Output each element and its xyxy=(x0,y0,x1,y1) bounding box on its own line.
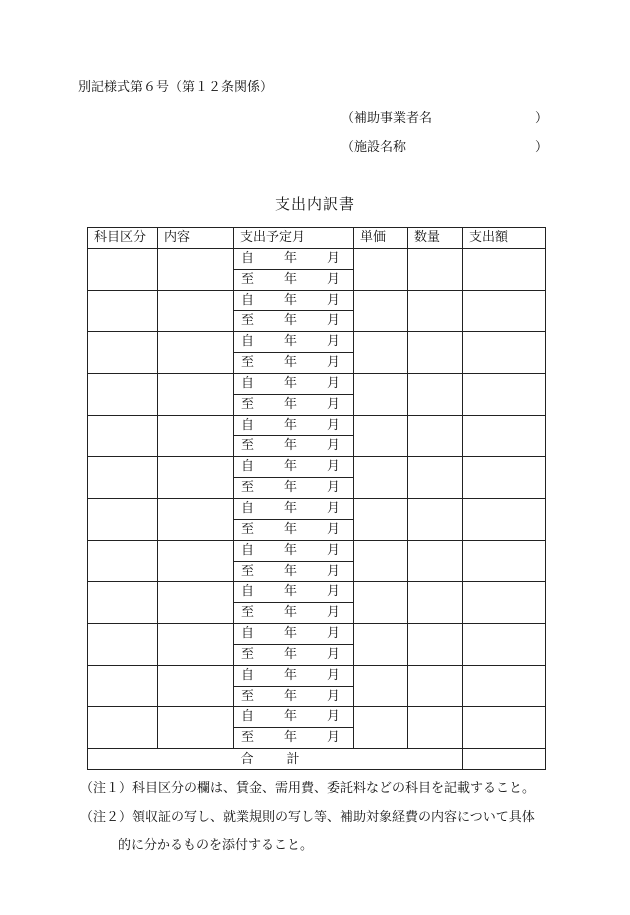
quantity-cell[interactable] xyxy=(408,707,463,749)
month-label: 月 xyxy=(327,334,341,350)
unit-price-cell[interactable] xyxy=(354,707,408,749)
date-from-cell[interactable] xyxy=(234,332,354,353)
content-cell[interactable] xyxy=(158,373,234,415)
date-from-cell[interactable] xyxy=(234,457,354,478)
date-prefix: 至 xyxy=(241,688,255,704)
month-label: 月 xyxy=(327,646,341,662)
date-prefix: 至 xyxy=(241,313,255,329)
unit-price-cell[interactable] xyxy=(354,248,408,290)
date-to-cell[interactable] xyxy=(234,311,354,332)
date-to-cell[interactable] xyxy=(234,519,354,540)
table-row xyxy=(88,707,546,728)
header-amount: 支出額 xyxy=(463,228,546,249)
month-label: 月 xyxy=(327,605,341,621)
quantity-cell[interactable] xyxy=(408,248,463,290)
month-label: 月 xyxy=(327,730,341,746)
amount-cell[interactable] xyxy=(463,707,546,749)
amount-cell[interactable] xyxy=(463,624,546,666)
expenditure-breakdown-table xyxy=(87,227,546,770)
date-prefix: 自 xyxy=(241,667,255,683)
month-label: 月 xyxy=(327,563,341,579)
year-label: 年 xyxy=(284,396,298,412)
date-from-cell[interactable] xyxy=(234,373,354,394)
amount-cell[interactable] xyxy=(463,540,546,582)
subject-category-cell[interactable] xyxy=(88,582,158,624)
month-label: 月 xyxy=(327,584,341,600)
date-prefix: 至 xyxy=(241,355,255,371)
header-quantity: 数量 xyxy=(408,228,463,249)
table-row xyxy=(88,457,546,478)
date-prefix: 自 xyxy=(241,709,255,725)
content-cell[interactable] xyxy=(158,624,234,666)
unit-price-cell[interactable] xyxy=(354,498,408,540)
date-prefix: 至 xyxy=(241,605,255,621)
month-label: 月 xyxy=(327,417,341,433)
amount-cell[interactable] xyxy=(463,373,546,415)
year-label: 年 xyxy=(284,480,298,496)
month-label: 月 xyxy=(327,438,341,454)
amount-cell[interactable] xyxy=(463,665,546,707)
date-to-cell[interactable] xyxy=(234,686,354,707)
year-label: 年 xyxy=(284,688,298,704)
table-row xyxy=(88,415,546,436)
year-label: 年 xyxy=(284,584,298,600)
subject-category-cell[interactable] xyxy=(88,707,158,749)
applicant-close-paren: ） xyxy=(534,111,548,126)
quantity-cell[interactable] xyxy=(408,290,463,332)
table-row xyxy=(88,540,546,561)
date-to-cell[interactable] xyxy=(234,728,354,749)
subject-category-cell[interactable] xyxy=(88,415,158,457)
date-to-cell[interactable] xyxy=(234,269,354,290)
unit-price-cell[interactable] xyxy=(354,290,408,332)
content-cell[interactable] xyxy=(158,248,234,290)
table-row xyxy=(88,332,546,353)
facility-close-paren: ） xyxy=(534,140,548,155)
date-from-cell[interactable] xyxy=(234,498,354,519)
month-label: 月 xyxy=(327,396,341,412)
header-planned-month: 支出予定月 xyxy=(234,228,354,249)
content-cell[interactable] xyxy=(158,498,234,540)
year-label: 年 xyxy=(284,313,298,329)
date-prefix: 自 xyxy=(241,334,255,350)
year-label: 年 xyxy=(284,250,298,266)
quantity-cell[interactable] xyxy=(408,540,463,582)
unit-price-cell[interactable] xyxy=(354,540,408,582)
date-from-cell[interactable] xyxy=(234,415,354,436)
subject-category-cell[interactable] xyxy=(88,540,158,582)
year-label: 年 xyxy=(284,417,298,433)
date-prefix: 自 xyxy=(241,584,255,600)
quantity-cell[interactable] xyxy=(408,665,463,707)
subject-category-cell[interactable] xyxy=(88,373,158,415)
table-row xyxy=(88,373,546,394)
table-row xyxy=(88,290,546,311)
date-from-cell[interactable] xyxy=(234,248,354,269)
amount-cell[interactable] xyxy=(463,582,546,624)
content-cell[interactable] xyxy=(158,457,234,499)
year-label: 年 xyxy=(284,709,298,725)
month-label: 月 xyxy=(327,250,341,266)
year-label: 年 xyxy=(284,334,298,350)
subject-category-cell[interactable] xyxy=(88,290,158,332)
table-row xyxy=(88,624,546,645)
unit-price-cell[interactable] xyxy=(354,665,408,707)
form-number: 別記様式第６号（第１２条関係） xyxy=(78,80,274,95)
unit-price-cell[interactable] xyxy=(354,624,408,666)
month-label: 月 xyxy=(327,271,341,287)
year-label: 年 xyxy=(284,271,298,287)
date-prefix: 自 xyxy=(241,459,255,475)
year-label: 年 xyxy=(284,438,298,454)
year-label: 年 xyxy=(284,542,298,558)
amount-cell[interactable] xyxy=(463,332,546,374)
date-prefix: 自 xyxy=(241,292,255,308)
year-label: 年 xyxy=(284,459,298,475)
quantity-cell[interactable] xyxy=(408,498,463,540)
month-label: 月 xyxy=(327,688,341,704)
month-label: 月 xyxy=(327,355,341,371)
year-label: 年 xyxy=(284,375,298,391)
amount-cell[interactable] xyxy=(463,290,546,332)
year-label: 年 xyxy=(284,730,298,746)
total-row xyxy=(88,749,546,770)
month-label: 月 xyxy=(327,375,341,391)
unit-price-cell[interactable] xyxy=(354,373,408,415)
date-from-cell[interactable] xyxy=(234,707,354,728)
content-cell[interactable] xyxy=(158,540,234,582)
facility-name-label: （施設名称 xyxy=(341,140,407,155)
date-prefix: 自 xyxy=(241,375,255,391)
content-cell[interactable] xyxy=(158,332,234,374)
quantity-cell[interactable] xyxy=(408,624,463,666)
facility-name-line xyxy=(341,136,548,155)
date-to-cell[interactable] xyxy=(234,478,354,499)
unit-price-cell[interactable] xyxy=(354,582,408,624)
table-row xyxy=(88,582,546,603)
date-prefix: 至 xyxy=(241,438,255,454)
year-label: 年 xyxy=(284,626,298,642)
content-cell[interactable] xyxy=(158,290,234,332)
month-label: 月 xyxy=(327,667,341,683)
note-2-continued: 的に分かるものを添付すること。 xyxy=(118,838,314,853)
subject-category-cell[interactable] xyxy=(88,624,158,666)
subject-category-cell[interactable] xyxy=(88,457,158,499)
month-label: 月 xyxy=(327,459,341,475)
quantity-cell[interactable] xyxy=(408,457,463,499)
date-prefix: 至 xyxy=(241,480,255,496)
date-to-cell[interactable] xyxy=(234,603,354,624)
header-unit-price: 単価 xyxy=(354,228,408,249)
date-to-cell[interactable] xyxy=(234,436,354,457)
amount-cell[interactable] xyxy=(463,457,546,499)
year-label: 年 xyxy=(284,646,298,662)
year-label: 年 xyxy=(284,292,298,308)
table-row xyxy=(88,248,546,269)
amount-cell[interactable] xyxy=(463,498,546,540)
date-from-cell[interactable] xyxy=(234,665,354,686)
year-label: 年 xyxy=(284,500,298,516)
subject-category-cell[interactable] xyxy=(88,498,158,540)
applicant-name-line xyxy=(341,107,548,126)
year-label: 年 xyxy=(284,355,298,371)
total-label: 合 計 xyxy=(88,749,463,770)
date-prefix: 自 xyxy=(241,417,255,433)
subject-category-cell[interactable] xyxy=(88,332,158,374)
content-cell[interactable] xyxy=(158,582,234,624)
year-label: 年 xyxy=(284,521,298,537)
month-label: 月 xyxy=(327,292,341,308)
month-label: 月 xyxy=(327,709,341,725)
year-label: 年 xyxy=(284,667,298,683)
month-label: 月 xyxy=(327,626,341,642)
date-to-cell[interactable] xyxy=(234,353,354,374)
total-amount-cell[interactable] xyxy=(463,749,546,770)
quantity-cell[interactable] xyxy=(408,582,463,624)
date-prefix: 至 xyxy=(241,646,255,662)
table-header-row xyxy=(88,228,546,249)
date-prefix: 至 xyxy=(241,563,255,579)
table-row xyxy=(88,665,546,686)
month-label: 月 xyxy=(327,500,341,516)
amount-cell[interactable] xyxy=(463,415,546,457)
table-body xyxy=(88,248,546,748)
header-subject-category: 科目区分 xyxy=(88,228,158,249)
date-prefix: 至 xyxy=(241,730,255,746)
subject-category-cell[interactable] xyxy=(88,248,158,290)
note-1: （注１）科目区分の欄は、賃金、需用費、委託料などの科目を記載すること。 xyxy=(80,781,536,796)
date-from-cell[interactable] xyxy=(234,540,354,561)
document-title: 支出内訳書 xyxy=(274,195,355,213)
date-prefix: 自 xyxy=(241,626,255,642)
amount-cell[interactable] xyxy=(463,248,546,290)
subject-category-cell[interactable] xyxy=(88,665,158,707)
unit-price-cell[interactable] xyxy=(354,415,408,457)
date-from-cell[interactable] xyxy=(234,290,354,311)
quantity-cell[interactable] xyxy=(408,332,463,374)
date-prefix: 至 xyxy=(241,271,255,287)
date-to-cell[interactable] xyxy=(234,561,354,582)
unit-price-cell[interactable] xyxy=(354,457,408,499)
month-label: 月 xyxy=(327,542,341,558)
date-to-cell[interactable] xyxy=(234,394,354,415)
month-label: 月 xyxy=(327,521,341,537)
table-row xyxy=(88,498,546,519)
header-content: 内容 xyxy=(158,228,234,249)
unit-price-cell[interactable] xyxy=(354,332,408,374)
note-2: （注２）領収証の写し、就業規則の写し等、補助対象経費の内容について具体 xyxy=(80,810,535,825)
date-prefix: 自 xyxy=(241,542,255,558)
content-cell[interactable] xyxy=(158,707,234,749)
month-label: 月 xyxy=(327,313,341,329)
date-prefix: 至 xyxy=(241,396,255,412)
content-cell[interactable] xyxy=(158,665,234,707)
date-from-cell[interactable] xyxy=(234,624,354,645)
date-prefix: 至 xyxy=(241,521,255,537)
date-prefix: 自 xyxy=(241,250,255,266)
year-label: 年 xyxy=(284,605,298,621)
date-prefix: 自 xyxy=(241,500,255,516)
month-label: 月 xyxy=(327,480,341,496)
quantity-cell[interactable] xyxy=(408,415,463,457)
year-label: 年 xyxy=(284,563,298,579)
date-to-cell[interactable] xyxy=(234,644,354,665)
applicant-name-label: （補助事業者名 xyxy=(341,111,433,126)
content-cell[interactable] xyxy=(158,415,234,457)
quantity-cell[interactable] xyxy=(408,373,463,415)
date-from-cell[interactable] xyxy=(234,582,354,603)
